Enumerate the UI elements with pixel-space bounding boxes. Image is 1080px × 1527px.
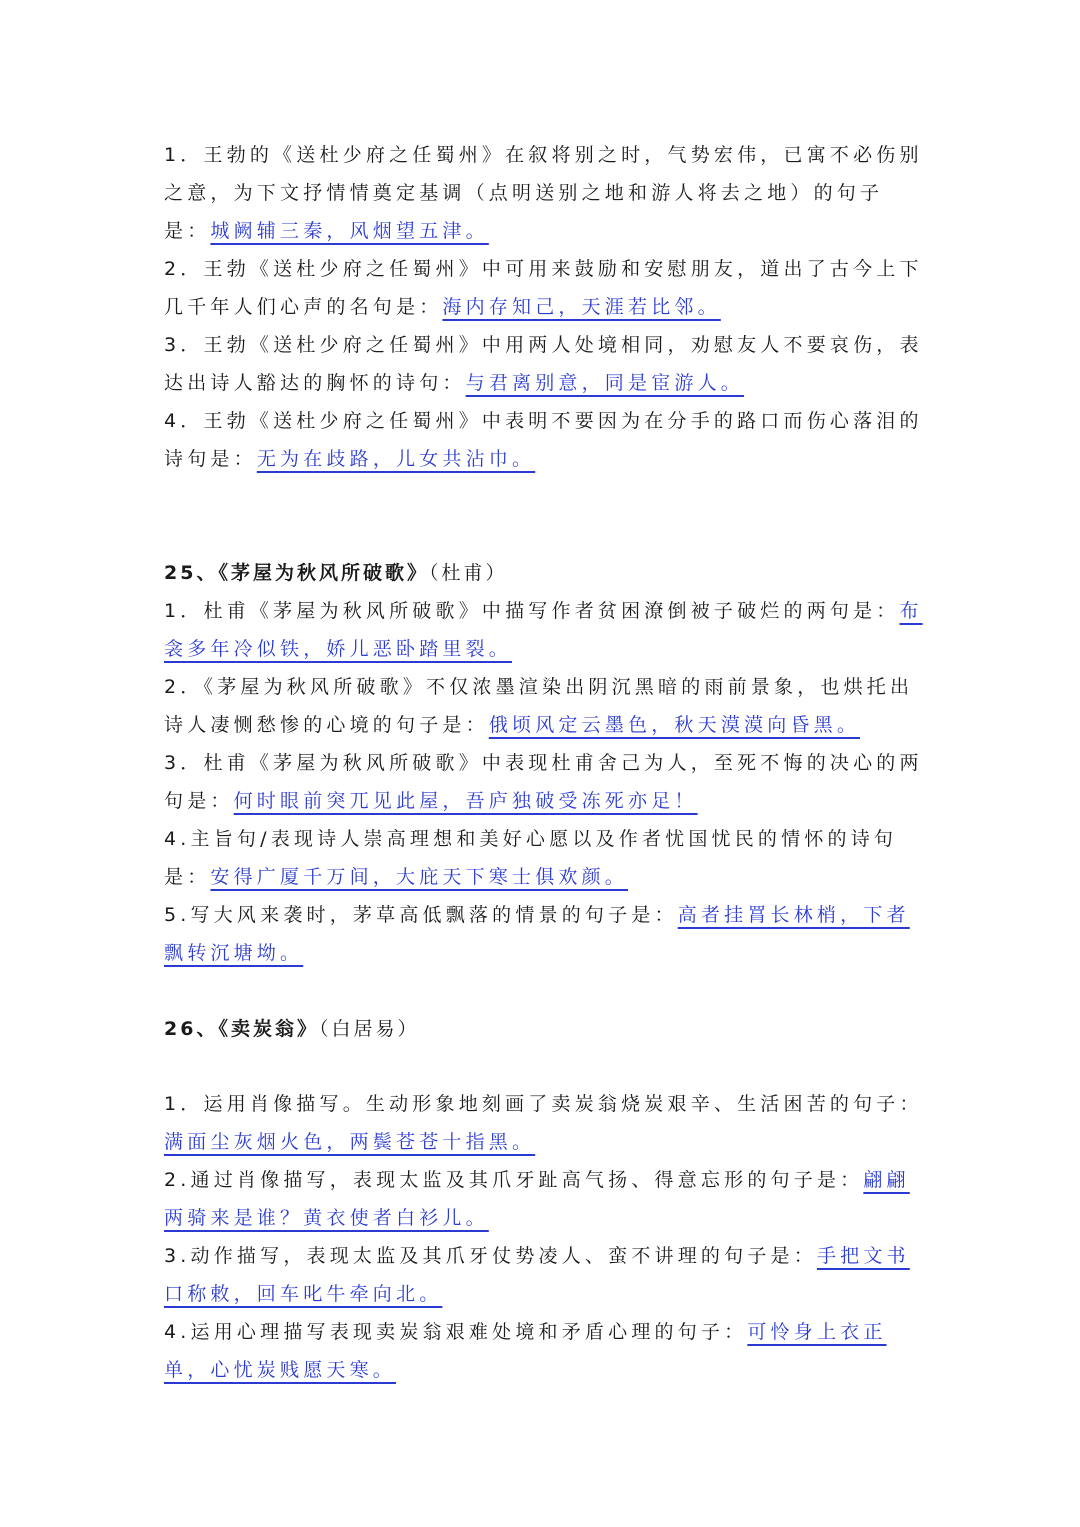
- section-title: 《茅屋为秋风所破歌》: [218, 562, 429, 584]
- spacer: [164, 478, 924, 554]
- question-text: 1．杜甫《茅屋为秋风所破歌》中描写作者贫困潦倒被子破烂的两句是：: [164, 600, 900, 622]
- list-item: [164, 896, 924, 972]
- answer-link[interactable]: 何时眼前突兀见此屋，吾庐独破受冻死亦足！: [233, 790, 698, 812]
- list-item: [164, 744, 924, 820]
- question-text: 3．杜甫《茅屋为秋风所破歌》中表现杜甫舍己为人，至死不悔的决心的两句是：: [164, 752, 923, 812]
- list-item: [164, 1161, 924, 1237]
- list-item: [164, 1313, 924, 1389]
- question-text: 4.运用心理描写表现卖炭翁艰难处境和矛盾心理的句子：: [164, 1321, 748, 1343]
- question-text: 4.主旨句/表现诗人崇高理想和美好心愿以及作者忧国忧民的情怀的诗句是：: [164, 828, 898, 888]
- question-text: 2.通过肖像描写，表现太监及其爪牙趾高气扬、得意忘形的句子是：: [164, 1169, 864, 1191]
- answer-link[interactable]: 翩翩两骑来是谁？黄衣使者白衫儿。: [164, 1169, 910, 1229]
- section-number: 25、: [164, 562, 219, 584]
- question-text: 1．运用肖像描写。生动形象地刻画了卖炭翁烧炭艰辛、生活困苦的句子：: [164, 1093, 923, 1115]
- question-text: 5.写大风来袭时，茅草高低飘落的情景的句子是：: [164, 904, 678, 926]
- section-24-list: [164, 136, 924, 478]
- section-25: [164, 554, 924, 972]
- list-item: [164, 820, 924, 896]
- answer-link[interactable]: 城阙辅三秦，风烟望五津。: [210, 220, 489, 242]
- section-title: 《卖炭翁》: [218, 1018, 319, 1040]
- answer-link[interactable]: 高者挂罥长林梢，下者飘转沉塘坳。: [164, 904, 910, 964]
- answer-link[interactable]: 手把文书口称敕，回车叱牛牵向北。: [164, 1245, 910, 1305]
- list-item: [164, 592, 924, 668]
- question-text: 3.动作描写，表现太监及其爪牙仗势凌人、蛮不讲理的句子是：: [164, 1245, 817, 1267]
- answer-link[interactable]: 满面尘灰烟火色，两鬓苍苍十指黑。: [164, 1131, 536, 1153]
- question-text: 3．王勃《送杜少府之任蜀州》中用两人处境相同，劝慰友人不要哀伤，表达出诗人豁达的胸怀的诗句：: [164, 334, 923, 394]
- question-text: 1．王勃的《送杜少府之任蜀州》在叙将别之时，气势宏伟，已寓不必伤别之意，为下文抒情情奠定基调（点明送别之地和游人将去之地）的句子是：: [164, 144, 923, 242]
- answer-link[interactable]: 安得广厦千万间，大庇天下寒士俱欢颜。: [210, 866, 629, 888]
- answer-link[interactable]: 海内存知己，天涯若比邻。: [442, 296, 721, 318]
- list-item: [164, 250, 924, 326]
- answer-link[interactable]: 无为在歧路，儿女共沾巾。: [256, 448, 536, 470]
- section-number: 26、: [164, 1018, 219, 1040]
- list-item: [164, 136, 924, 250]
- section-heading: [164, 1010, 924, 1048]
- list-item: [164, 326, 924, 402]
- section-heading: [164, 554, 924, 592]
- spacer: [164, 1048, 924, 1085]
- section-26: [164, 1010, 924, 1389]
- answer-link[interactable]: 可怜身上衣正单，心忧炭贱愿天寒。: [164, 1321, 887, 1381]
- section-author: （杜甫）: [428, 562, 508, 584]
- document-page: [164, 136, 924, 1389]
- list-item: [164, 668, 924, 744]
- question-text: 4．王勃《送杜少府之任蜀州》中表明不要因为在分手的路口而伤心落泪的诗句是：: [164, 410, 923, 470]
- answer-link[interactable]: 布衾多年冷似铁，娇儿恶卧踏里裂。: [164, 600, 923, 660]
- list-item: [164, 1237, 924, 1313]
- list-item: [164, 1085, 924, 1161]
- section-author: （白居易）: [318, 1018, 420, 1040]
- question-text: 2．王勃《送杜少府之任蜀州》中可用来鼓励和安慰朋友，道出了古今上下几千年人们心声的名句是：: [164, 258, 923, 318]
- question-text: 2．《茅屋为秋风所破歌》不仅浓墨渲染出阴沉黑暗的雨前景象，也烘托出诗人凄恻愁惨的心境的句子是：: [164, 676, 914, 736]
- spacer: [164, 972, 924, 1010]
- list-item: [164, 402, 924, 478]
- answer-link[interactable]: 俄顷风定云墨色，秋天漠漠向昏黑。: [488, 714, 861, 736]
- answer-link[interactable]: 与君离别意，同是宦游人。: [465, 372, 745, 394]
